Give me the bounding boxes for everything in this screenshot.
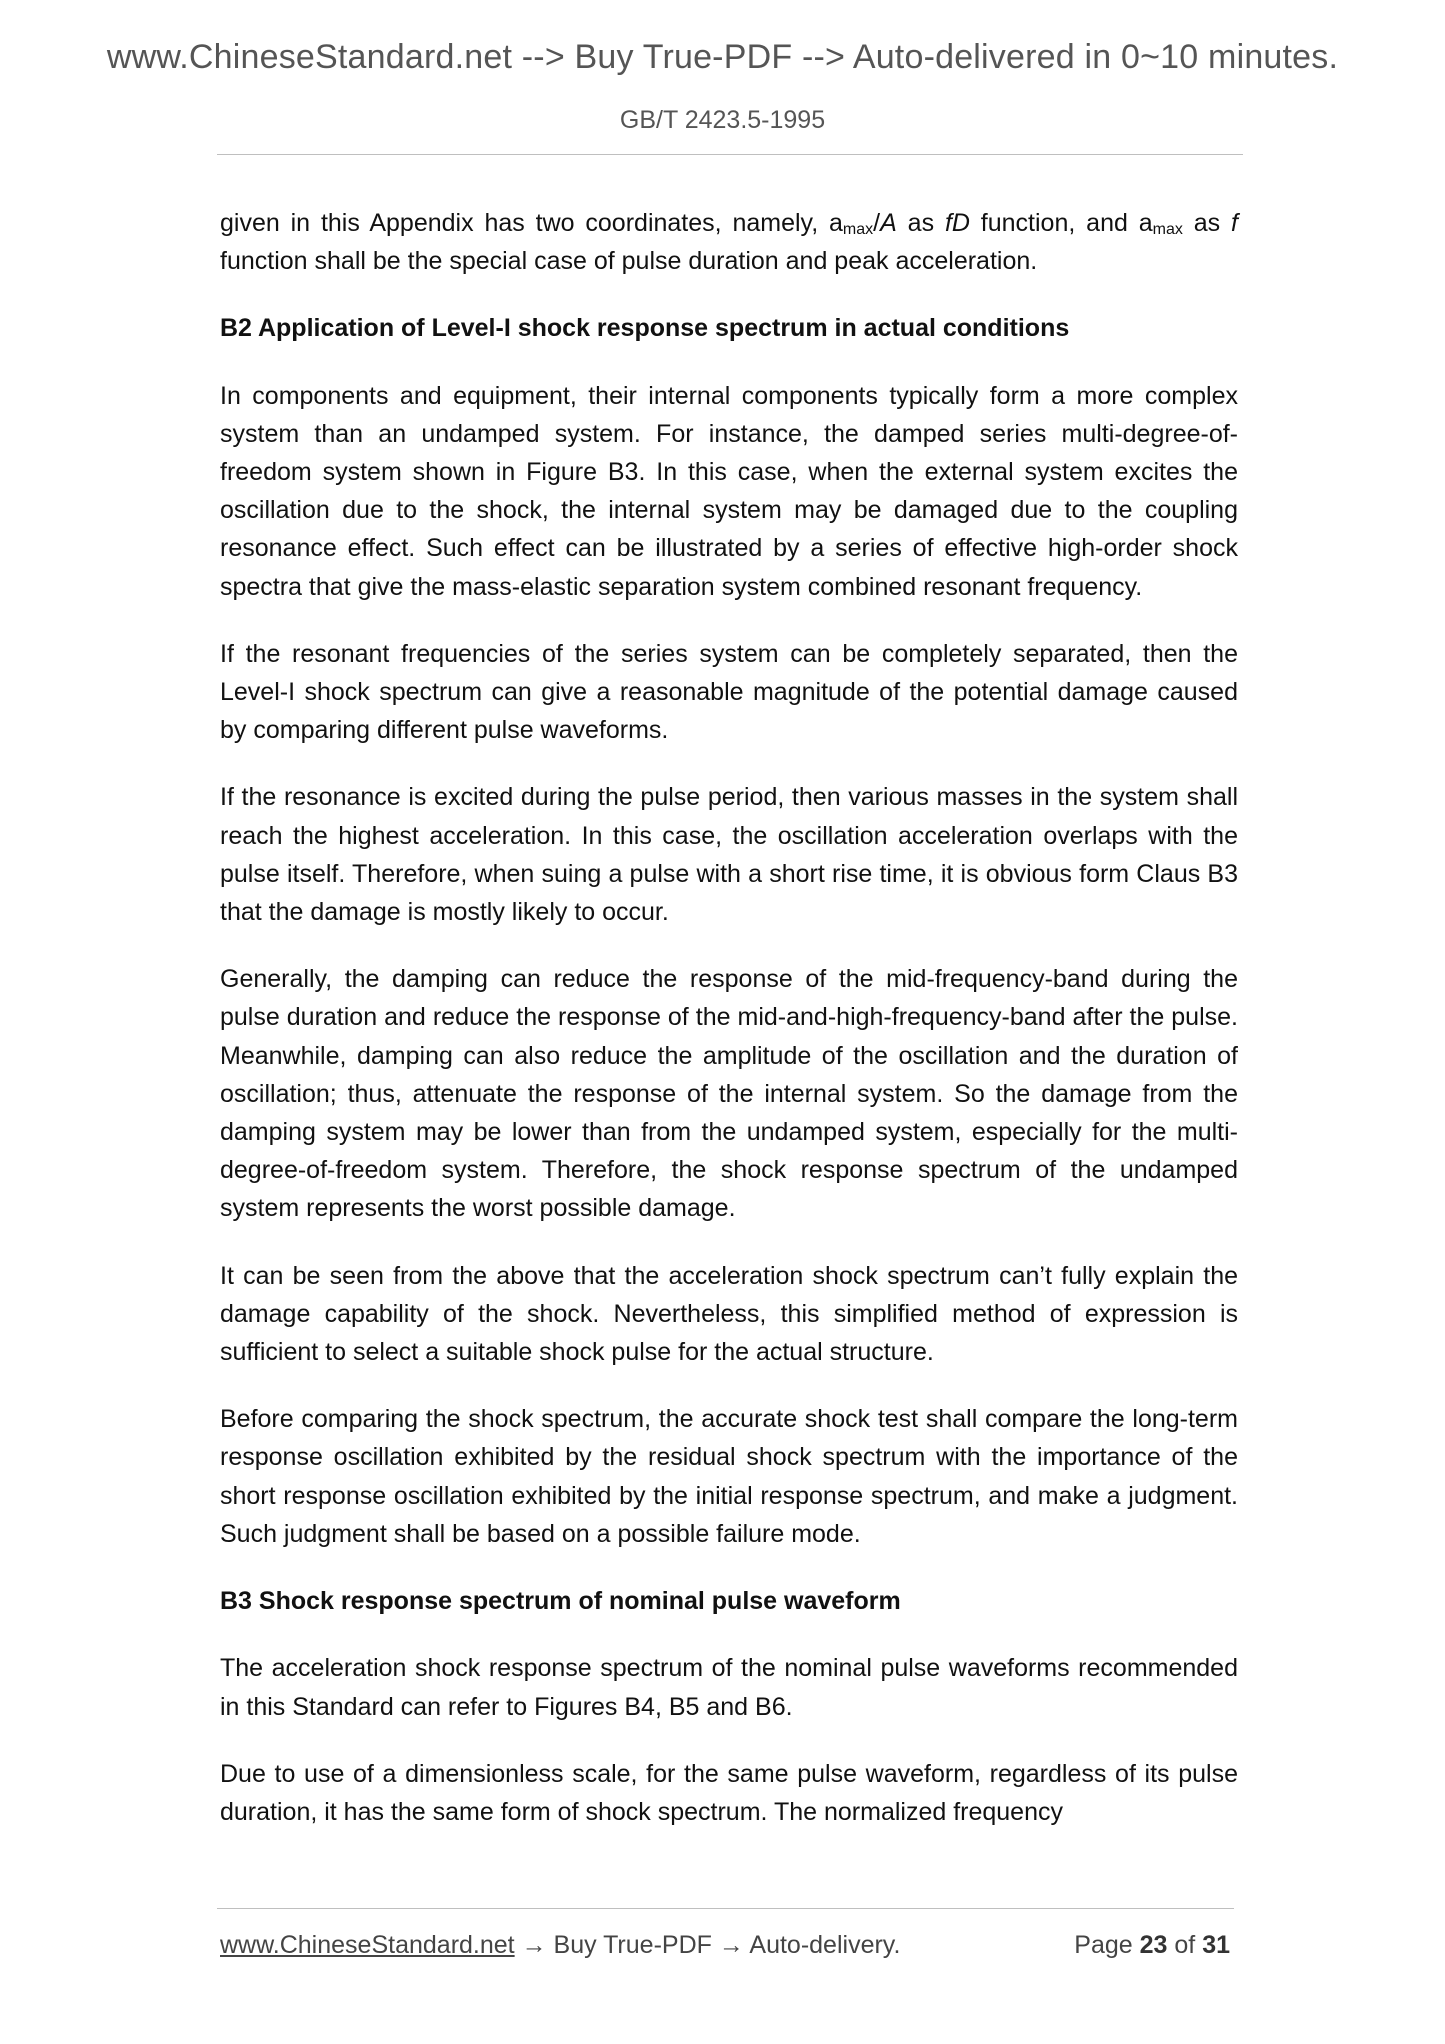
intro-text-6: function shall be the special case of pulse duration and peak acceleration. [220, 247, 1038, 276]
of-label: of [1174, 1931, 1196, 1959]
paragraph-3: If the resonance is excited during the pulse period, then various masses in the system shall reach the highest acceleration. In this case, the oscillation acceleration overlaps with the pulse itself. Therefore, when suing a pulse with a short rise time, it is obvious form Claus B3 that the damage is mostly likely to occur. [220, 783, 1238, 927]
paragraph-5: It can be seen from the above that the acceleration shock spectrum can’t fully explain the damage capability of the shock. Nevertheless, this simplified method of expression is sufficient to select a suitable shock pulse for the actual structure. [220, 1261, 1238, 1367]
section-heading-b2: B2 Application of Level-I shock response spectrum in actual conditions [220, 314, 1070, 343]
page-body [220, 204, 1238, 1860]
variable-a: A [880, 209, 897, 237]
section-heading-b3: B3 Shock response spectrum of nominal pulse waveform [220, 1587, 901, 1616]
subscript-max-2: max [1152, 221, 1183, 238]
intro-text-1: given in this Appendix has two coordinates, namely, a [220, 209, 843, 237]
paragraph-8: Due to use of a dimensionless scale, for the same pulse waveform, regardless of its pulse duration, it has the same form of shock spectrum. The normalized frequency [220, 1759, 1238, 1826]
paragraph-1: In components and equipment, their internal components typically form a more complex system than an undamped system. For instance, the damped series multi-degree-of-freedom system shown in Figure B3. In this case, when the external system excites the oscillation due to the shock, the internal system may be damaged due to the coupling resonance effect. Such effect can be illustrated by a series of effective high-order shock spectra that give the mass-elastic separation system combined resonant frequency. [220, 381, 1238, 601]
variable-f: f [1231, 209, 1238, 237]
variable-fd: fD [944, 209, 970, 237]
paragraph-6: Before comparing the shock spectrum, the accurate shock test shall compare the long-term response oscillation exhibited by the residual shock spectrum with the importance of the short response oscillation exhibited by the initial response spectrum, and make a judgment. Such judgment shall be based on a possible failure mode. [220, 1405, 1238, 1548]
page-number [1074, 1931, 1230, 1960]
footer-divider [217, 1908, 1234, 1909]
total-pages: 31 [1202, 1931, 1230, 1959]
page-label: Page [1074, 1931, 1133, 1959]
paragraph-7: The acceleration shock response spectrum of the nominal pulse waveforms recommended in this Standard can refer to Figures B4, B5 and B6. [220, 1654, 1238, 1721]
document-code: GB/T 2423.5-1995 [619, 106, 826, 134]
site-banner: www.ChineseStandard.net --> Buy True-PDF --> Auto-delivered in 0~10 minutes. [106, 38, 1339, 76]
footer-tagline: → Buy True-PDF → Auto-delivery. [514, 1931, 901, 1959]
paragraph-2: If the resonant frequencies of the series system can be completely separated, then the Level-I shock spectrum can give a reasonable magnitude of the potential damage caused by comparing different pulse waveforms. [220, 639, 1238, 745]
intro-text-2: / [873, 209, 881, 237]
footer-site-link[interactable]: www.ChineseStandard.net [220, 1931, 515, 1959]
header-divider [217, 154, 1243, 155]
intro-text-3: as [896, 209, 945, 237]
intro-text-5: as [1182, 209, 1232, 237]
paragraph-4: Generally, the damping can reduce the response of the mid-frequency-band during the pulse duration and reduce the response of the mid-and-high-frequency-band after the pulse. Meanwhile, damping can also reduce the amplitude of the oscillation and the duration of oscillation; thus, attenuate the response of the internal system. So the damage from the damping system may be lower than from the undamped system, especially for the multi-degree-of-freedom system. Therefore, the shock response spectrum of the undamped system represents the worst possible damage. [220, 965, 1238, 1223]
intro-text-4: function, and a [969, 209, 1153, 237]
current-page: 23 [1139, 1931, 1168, 1959]
subscript-max-1: max [842, 221, 874, 238]
footer-left [220, 1931, 900, 1960]
intro-paragraph [220, 204, 1238, 280]
